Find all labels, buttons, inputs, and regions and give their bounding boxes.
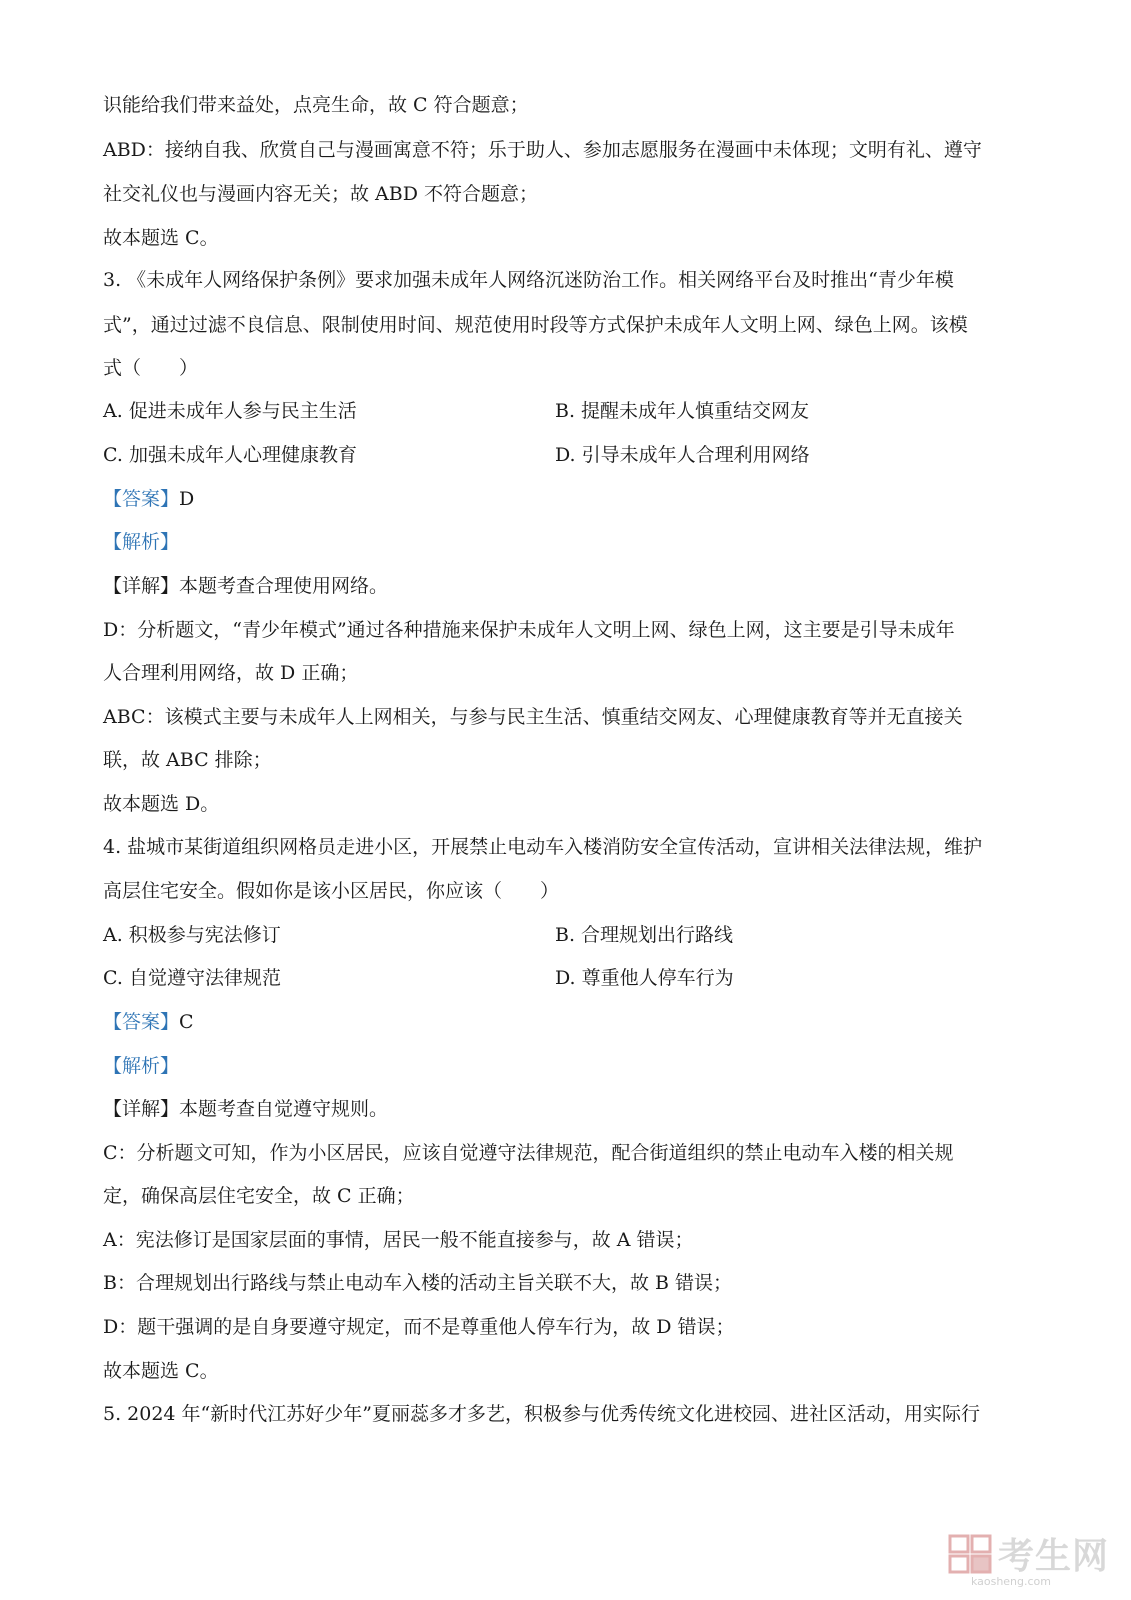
question-4-option-d: D. 尊重他人停车行为: [555, 967, 734, 989]
answer-tag: 【答案】: [103, 1011, 180, 1033]
explanation-line: ABC：该模式主要与未成年人上网相关，与参与民主生活、慎重结交网友、心理健康教育等并无直接关: [103, 706, 963, 728]
question-3-stem: 式”，通过过滤不良信息、限制使用时间、规范使用时段等方式保护未成年人文明上网、绿色上网。该模: [103, 314, 968, 336]
question-4-stem: 4. 盐城市某街道组织网格员走进小区，开展禁止电动车入楼消防安全宣传活动，宣讲相关法律法规，维护: [103, 836, 983, 858]
explanation-line: A：宪法修订是国家层面的事情，居民一般不能直接参与，故 A 错误；: [103, 1229, 694, 1251]
watermark: [948, 1528, 1109, 1588]
analysis-tag: 【解析】: [103, 531, 180, 553]
question-3-option-d: D. 引导未成年人合理利用网络: [555, 444, 810, 466]
explanation-line: C：分析题文可知，作为小区居民，应该自觉遵守法律规范，配合街道组织的禁止电动车入楼的相关规: [103, 1142, 954, 1164]
text-line: 故本题选 C。: [103, 227, 219, 249]
question-4-option-b: B. 合理规划出行路线: [555, 924, 734, 946]
question-4-option-c: C. 自觉遵守法律规范: [103, 967, 281, 989]
explanation-line: 故本题选 D。: [103, 793, 220, 815]
question-5-stem: 5. 2024 年“新时代江苏好少年”夏丽蕊多才多艺，积极参与优秀传统文化进校园、进社区活动，用实际行: [103, 1403, 980, 1425]
text-line: 社交礼仪也与漫画内容无关；故 ABD 不符合题意；: [103, 183, 538, 205]
question-3-answer: [103, 487, 194, 511]
question-3-option-b: B. 提醒未成年人慎重结交网友: [555, 400, 810, 422]
text-line: ABD：接纳自我、欣赏自己与漫画寓意不符；乐于助人、参加志愿服务在漫画中未体现；文明有礼、遵守: [103, 139, 982, 161]
question-4-answer: [103, 1010, 194, 1034]
watermark-url: kaosheng.com: [970, 1575, 1051, 1588]
question-3-stem: 式（ ）: [103, 357, 199, 379]
explanation-line: 联，故 ABC 排除；: [103, 749, 272, 771]
explanation-line: D：分析题文，“青少年模式”通过各种措施来保护未成年人文明上网、绿色上网，这主要是引导未成年: [103, 619, 955, 641]
watermark-logo-icon: [948, 1534, 992, 1574]
watermark-text: 考生网: [997, 1536, 1109, 1577]
explanation-line: 定，确保高层住宅安全，故 C 正确；: [103, 1185, 415, 1207]
detail-line: 【详解】本题考查合理使用网络。: [103, 575, 389, 597]
question-3-option-a: A. 促进未成年人参与民主生活: [103, 400, 357, 422]
answer-value: C: [179, 1011, 194, 1033]
analysis-tag: 【解析】: [103, 1055, 180, 1077]
explanation-line: D：题干强调的是自身要遵守规定，而不是尊重他人停车行为，故 D 错误；: [103, 1316, 735, 1338]
question-3-stem: 3. 《未成年人网络保护条例》要求加强未成年人网络沉迷防治工作。相关网络平台及时推出“青少年模: [103, 269, 954, 291]
answer-tag: 【答案】: [103, 488, 180, 510]
question-3-option-c: C. 加强未成年人心理健康教育: [103, 444, 357, 466]
answer-value: D: [179, 488, 195, 510]
explanation-line: 人合理利用网络，故 D 正确；: [103, 662, 359, 684]
detail-line: 【详解】本题考查自觉遵守规则。: [103, 1098, 389, 1120]
explanation-line: 故本题选 C。: [103, 1360, 219, 1382]
question-4-stem: 高层住宅安全。假如你是该小区居民，你应该（ ）: [103, 880, 560, 902]
text-line: 识能给我们带来益处，点亮生命，故 C 符合题意；: [103, 94, 529, 116]
question-4-option-a: A. 积极参与宪法修订: [103, 924, 281, 946]
explanation-line: B：合理规划出行路线与禁止电动车入楼的活动主旨关联不大，故 B 错误；: [103, 1272, 733, 1294]
